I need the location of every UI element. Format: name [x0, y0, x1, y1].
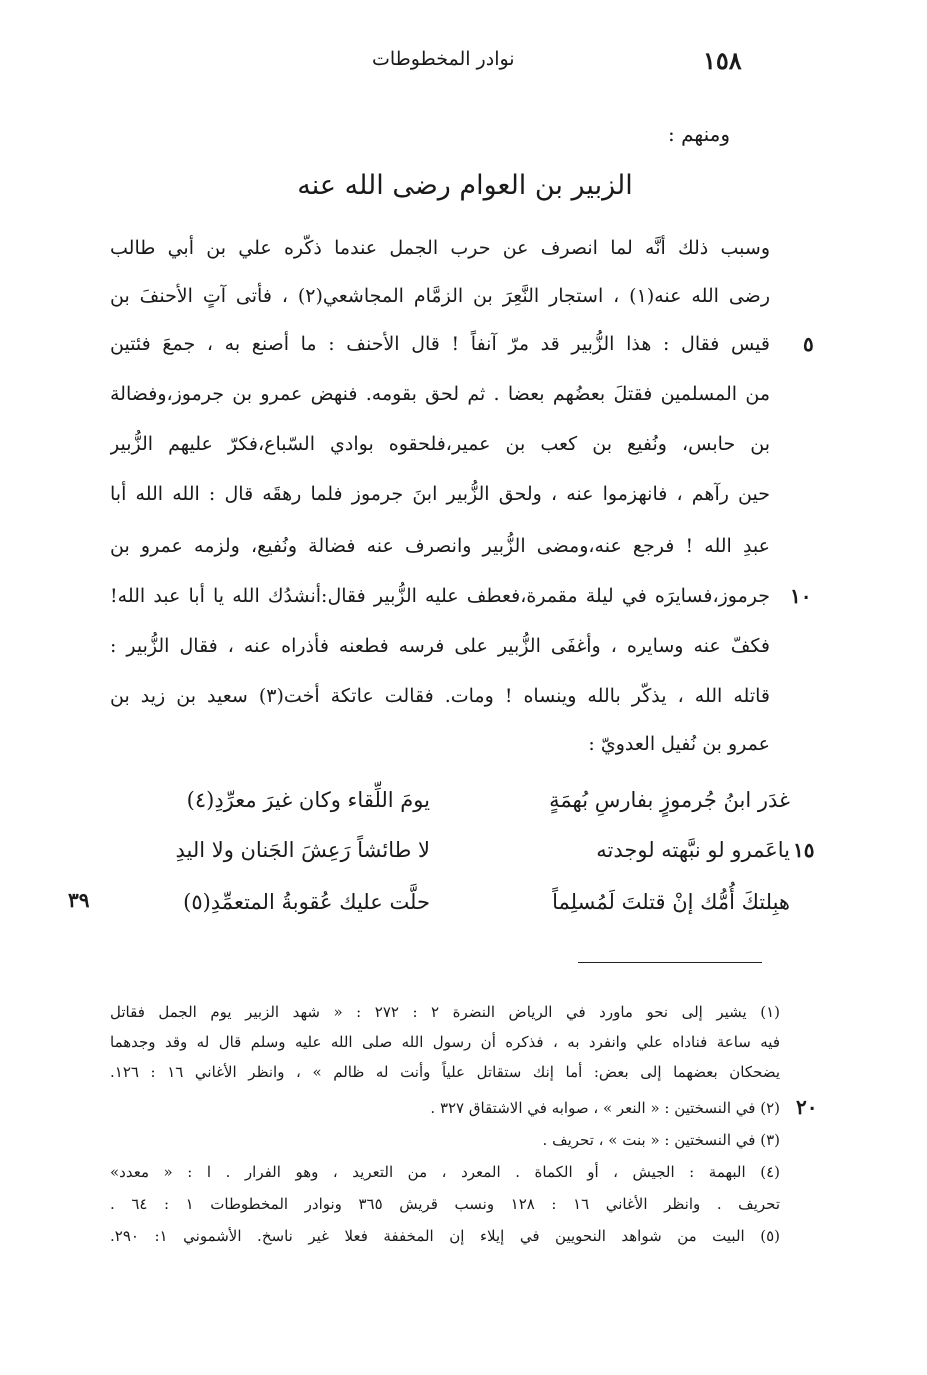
margin-line-number: ١٠: [790, 584, 812, 608]
margin-line-number: ٢٠: [796, 1095, 818, 1119]
verse-first-hemistich: هبِلتكَ أُمُّك إنْ قتلتَ لَمُسلِماً: [552, 890, 790, 914]
footnote-line: (٤) البهمة : الجيش ، أو الكماة . المعرد ، من التعريد ، وهو الفرار . ا : « معدد»: [110, 1163, 780, 1181]
running-title: نوادر المخطوطات: [372, 48, 515, 70]
footnote-line: (١) يشير إلى نحو ماورد في الرياض النضرة ٢ : ٢٧٢ : « شهد الزبير يوم الجمل فقاتل: [110, 1003, 780, 1021]
footnote-line: يضحكان بعضهما إلى بعض: أما إنك ستقاتل علياً وأنت له ظالم » ، وانظر الأغاني ١٦ : ١٢٦.: [110, 1063, 780, 1081]
folio-number: ٣٩: [68, 888, 90, 912]
verse-line: [150, 880, 790, 924]
footnote-separator: [578, 962, 762, 963]
footnote-line: (٣) في النسختين : « بنت » ، تحريف .: [542, 1131, 780, 1149]
body-line: قاتله الله ، يذكّر بالله وينساه ! ومات. فقالت عاتكة أخت(٣) سعيد بن زيد بن: [110, 685, 770, 707]
body-line: من المسلمين فقتلَ بعضُهم بعضا . ثم لحق بقومه. فنهض عمرو بن جرموز،وفضالة: [110, 383, 770, 405]
footnote-line: تحريف . وانظر الأغاني ١٦ : ١٢٨ ونسب قريش ٣٦٥ ونوادر المخطوطات ١ : ٦٤ .: [110, 1195, 780, 1213]
verse-second-hemistich: حلَّت عليك عُقوبةُ المتعمِّدِ(٥): [183, 890, 430, 914]
body-line: فكفّ عنه وسايره ، وأغفَى الزُّبير على فرسه فطعنه فأذراه عنه ، فقال الزُّبير :: [110, 635, 770, 657]
body-line: حين رآهم ، فانهزموا عنه ، ولحق الزُّبير ابنَ جرموز فلما رهقَه قال : الله الله أبا: [110, 483, 770, 505]
verse-second-hemistich: يومَ اللِّقاء وكان غيرَ معرِّدِ(٤): [186, 788, 430, 812]
body-line: بن حابس، ونُفيع بن كعب بن عمير،فلحقوه بوادي السّباع،فكرّ عليهم الزُّبير: [110, 433, 770, 455]
body-line: جرموز،فسايرَه في ليلة مقمرة،فعطف عليه الزُّبير فقال:أنشدُك الله يا أبا عبد الله!: [110, 585, 770, 607]
verse-second-hemistich: لا طائشاً رَعِشَ الجَنان ولا اليدِ: [175, 838, 430, 862]
verse-line: [150, 778, 790, 822]
page-number: ١٥٨: [703, 46, 742, 75]
verse-first-hemistich: غدَر ابنُ جُرموزٍ بفارسِ بُهمَةٍ: [549, 788, 790, 812]
intro-text: ومنهم :: [667, 122, 730, 146]
section-title: الزبير بن العوام رضى الله عنه: [297, 170, 633, 201]
body-line: رضى الله عنه(١) ، استجار النَّعِرَ بن الزمَّام المجاشعي(٢) ، فأتى آتٍ الأحنفَ بن: [110, 285, 770, 307]
margin-line-number: ١٥: [793, 838, 815, 862]
body-line: وسبب ذلك أنَّه لما انصرف عن حرب الجمل عندما ذكّره علي بن أبي طالب: [110, 237, 770, 259]
verse-first-hemistich: ياعَمرو لو نبَّهته لوجدته: [596, 838, 790, 862]
body-line: عمرو بن نُفيل العدويّ :: [588, 733, 770, 755]
footnote-line: (٢) في النسختين : « النعر » ، صوابه في الاشتقاق ٣٢٧ .: [430, 1099, 780, 1117]
margin-line-number: ٥: [803, 332, 814, 356]
body-line: قيس فقال : هذا الزُّبير قد مرّ آنفاً ! قال الأحنف : ما أصنع به ، جمعَ فئتين: [110, 333, 770, 355]
body-line: عبدِ الله ! فرجع عنه،ومضى الزُّبير وانصرف عنه فضالة ونُفيع، ولزمه عمرو بن: [110, 535, 770, 557]
verse-line: [150, 828, 790, 872]
footnote-line: (٥) البيت من شواهد النحويين في إيلاء إن المخففة فعلا غير ناسخ. الأشموني ١: ٢٩٠.: [110, 1227, 780, 1245]
footnote-line: فيه ساعة فناداه علي وانفرد به ، فذكره أن رسول الله صلى الله عليه وسلم قال له وقد وجدهما: [110, 1033, 780, 1051]
